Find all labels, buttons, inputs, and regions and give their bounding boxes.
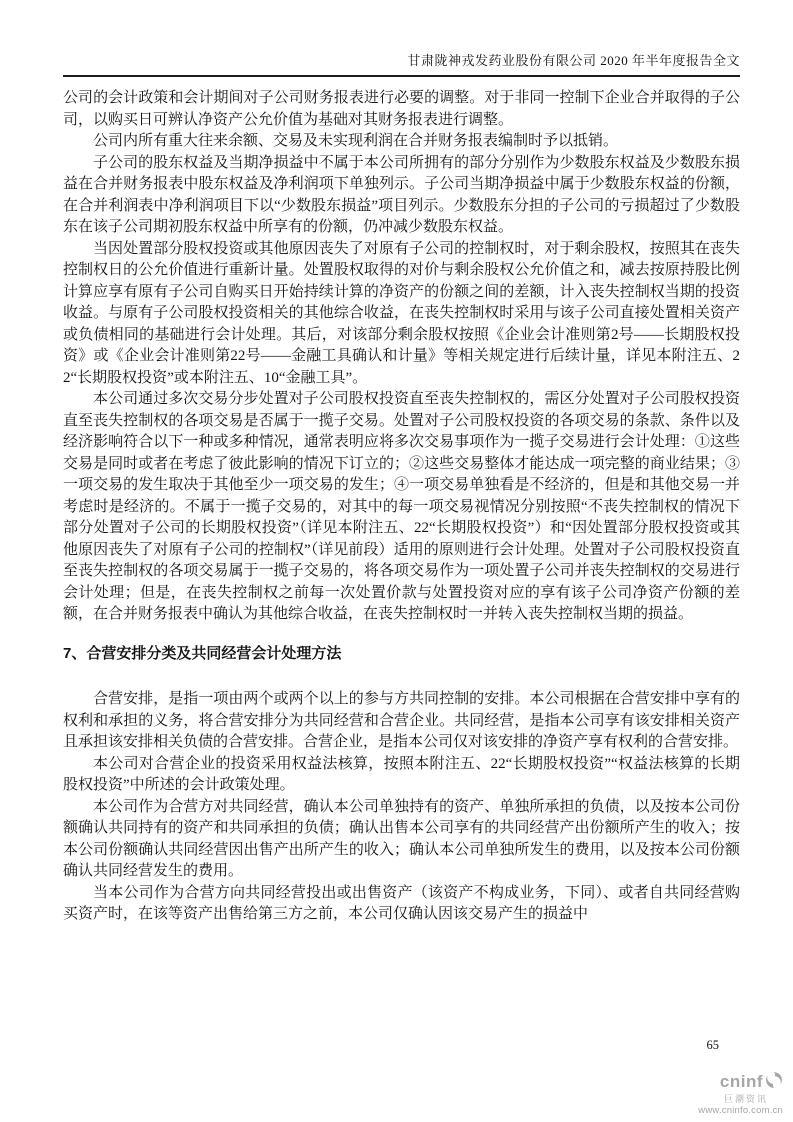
cninfo-logo xyxy=(698,1071,783,1117)
body-paragraph: 当本公司作为合营方向共同经营投出或出售资产（该资产不构成业务，下同）、或者自共同经营购买资产时，在该等资产出售给第三方之前，本公司仅确认因该交易产生的损益中 xyxy=(63,884,740,922)
body-paragraph: 本公司作为合营方对共同经营，确认本公司单独持有的资产、单独所承担的负债，以及按本公司份额确认共同持有的资产和共同承担的负债；确认出售本公司享有的共同经营产出份额所产生的收入；按本公司份额确认共同经营因出售产出所产生的收入；确认本公司单独所发生的费用，以及按本公司份额确认共同经营发生的费用。 xyxy=(63,798,740,879)
body-paragraph: 子公司的股东权益及当期净损益中不属于本公司所拥有的部分分别作为少数股东权益及少数股东损益在合并财务报表中股东权益及净利润项下单独列示。子公司当期净损益中属于少数股东权益的份额，在合并利润表中净利润项目下以“少数股东损益”项目列示。少数股东分担的子公司的亏损超过了少数股东在该子公司期初股东权益中所享有的份额，仍冲减少数股东权益。 xyxy=(63,154,740,235)
page-number: 65 xyxy=(706,1038,719,1052)
cninfo-logo-chinese-name: 巨潮资讯 xyxy=(723,1093,768,1104)
cninfo-swirl-icon xyxy=(765,1071,783,1094)
body-paragraph: 合营安排，是指一项由两个或两个以上的参与方共同控制的安排。本公司根据在合营安排中享有的权利和承担的义务，将合营安排分为共同经营和合营企业。共同经营，是指本公司享有该安排相关资产且承担该安排相关负债的合营安排。合营企业，是指本公司仅对该安排的净资产享有权利的合营安排。 xyxy=(63,691,740,750)
cninfo-logo-brand-row xyxy=(720,1071,783,1094)
section-heading: 7、合营安排分类及共同经营会计处理方法 xyxy=(63,644,342,662)
page-header xyxy=(63,50,740,77)
body-paragraph: 本公司通过多次交易分步处置对子公司股权投资直至丧失控制权的，需区分处置对子公司股权投资直至丧失控制权的各项交易是否属于一揽子交易。处置对子公司股权投资的各项交易的条款、条件以及经济影响符合以下一种或多种情况，通常表明应将多次交易事项作为一揽子交易进行会计处理：①这些交易是同时或者在考虑了彼此影响的情况下订立的；②这些交易整体才能达成一项完整的商业结果；③一项交易的发生取决于其他至少一项交易的发生；④一项交易单独看是不经济的，但是和其他交易一并考虑时是经济的。不属于一揽子交易的，对其中的每一项交易视情况分别按照“不丧失控制权的情况下部分处置对子公司的长期股权投资”（详见本附注五、22“长期股权投资”）和“因处置部分股权投资或其他原因丧失了对原有子公司的控制权”（详见前段）适用的原则进行会计处理。处置对子公司股权投资直至丧失控制权的各项交易属于一揽子交易的，将各项交易作为一项处置子公司并丧失控制权的交易进行会计处理；但是，在丧失控制权之前每一次处置价款与处置投资对应的享有该子公司净资产份额的差额，在合并财务报表中确认为其他综合收益，在丧失控制权时一并转入丧失控制权当期的损益。 xyxy=(63,391,740,622)
body-paragraph: 当因处置部分股权投资或其他原因丧失了对原有子公司的控制权时，对于剩余股权，按照其在丧失控制权日的公允价值进行重新计量。处置股权取得的对价与剩余股权公允价值之和，减去按原持股比例计算应享有原有子公司自购买日开始持续计算的净资产的份额之间的差额，计入丧失控制权当期的投资收益。与原有子公司股权投资相关的其他综合收益，在丧失控制权时采用与该子公司直接处置相关资产或负债相同的基础进行会计处理。其后，对该部分剩余股权按照《企业会计准则第2号——长期股权投资》或《企业会计准则第22号——金融工具确认和计量》等相关规定进行后续计量，详见本附注五、22“长期股权投资”或本附注五、10“金融工具”。 xyxy=(63,240,740,386)
cninfo-logo-brand-text: cninf xyxy=(719,1071,763,1091)
body-paragraph: 公司内所有重大往来余额、交易及未实现利润在合并财务报表编制时予以抵销。 xyxy=(93,133,619,149)
body-paragraph: 公司的会计政策和会计期间对子公司财务报表进行必要的调整。对于非同一控制下企业合并取得的子公司，以购买日可辨认净资产公允价值为基础对其财务报表进行调整。 xyxy=(63,90,740,128)
document-body xyxy=(63,88,740,926)
body-paragraph: 本公司对合营企业的投资采用权益法核算，按照本附注五、22“长期股权投资”“权益法核算的长期股权投资”中所述的会计政策处理。 xyxy=(63,755,740,793)
report-title: 甘肃陇神戎发药业股份有限公司 2020 年半年度报告全文 xyxy=(407,53,740,68)
cninfo-logo-website: www.cninfo.com.cn xyxy=(698,1105,783,1117)
